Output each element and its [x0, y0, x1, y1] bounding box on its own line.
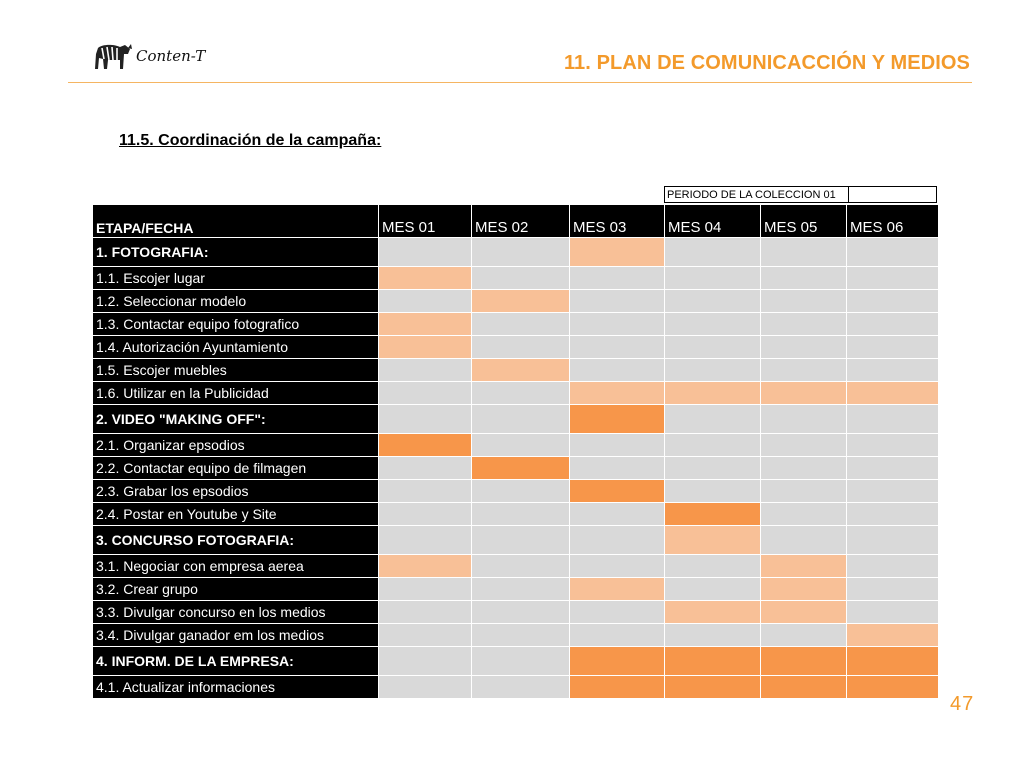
schedule-cell-light — [379, 555, 472, 578]
schedule-cell-none — [847, 336, 939, 359]
schedule-cell-none — [761, 405, 847, 434]
task-label: 1.6. Utilizar en la Publicidad — [93, 382, 379, 405]
schedule-cell-none — [847, 601, 939, 624]
schedule-cell-none — [570, 336, 665, 359]
section-label: 4. INFORM. DE LA EMPRESA: — [93, 647, 379, 676]
task-row — [93, 336, 939, 359]
schedule-cell-none — [847, 359, 939, 382]
schedule-cell-none — [379, 238, 472, 267]
section-row — [93, 405, 939, 434]
schedule-cell-none — [472, 480, 570, 503]
schedule-cell-none — [665, 457, 761, 480]
schedule-cell-strong — [665, 676, 761, 699]
schedule-cell-light — [379, 313, 472, 336]
period-label: PERIODO DE LA COLECCION 01 — [667, 189, 836, 201]
schedule-cell-none — [847, 526, 939, 555]
schedule-cell-light — [847, 382, 939, 405]
schedule-cell-light — [570, 578, 665, 601]
schedule-cell-none — [472, 238, 570, 267]
period-divider — [848, 187, 849, 202]
schedule-cell-strong — [570, 647, 665, 676]
schedule-cell-none — [665, 480, 761, 503]
task-label: 3.1. Negociar con empresa aerea — [93, 555, 379, 578]
task-label: 1.4. Autorización Ayuntamiento — [93, 336, 379, 359]
schedule-cell-light — [761, 578, 847, 601]
schedule-cell-light — [847, 624, 939, 647]
schedule-cell-none — [665, 359, 761, 382]
schedule-cell-none — [472, 601, 570, 624]
schedule-cell-none — [665, 238, 761, 267]
schedule-cell-none — [570, 555, 665, 578]
schedule-cell-none — [665, 313, 761, 336]
schedule-cell-none — [847, 555, 939, 578]
schedule-cell-none — [847, 290, 939, 313]
zebra-icon — [92, 42, 134, 72]
schedule-cell-strong — [847, 647, 939, 676]
task-row — [93, 267, 939, 290]
company-logo — [92, 42, 242, 72]
schedule-cell-none — [570, 457, 665, 480]
header-divider — [68, 82, 972, 83]
schedule-cell-none — [472, 526, 570, 555]
task-row — [93, 457, 939, 480]
task-row — [93, 434, 939, 457]
schedule-cell-none — [379, 359, 472, 382]
stage-column-header: ETAPA/FECHA — [93, 205, 379, 238]
schedule-cell-none — [761, 526, 847, 555]
task-row — [93, 578, 939, 601]
task-label: 1.3. Contactar equipo fotografico — [93, 313, 379, 336]
schedule-cell-strong — [761, 647, 847, 676]
schedule-cell-strong — [570, 405, 665, 434]
schedule-cell-none — [379, 647, 472, 676]
schedule-cell-none — [472, 313, 570, 336]
task-row — [93, 503, 939, 526]
task-label: 1.2. Seleccionar modelo — [93, 290, 379, 313]
schedule-cell-none — [761, 313, 847, 336]
schedule-cell-none — [761, 480, 847, 503]
schedule-cell-none — [472, 405, 570, 434]
page-title: 11. PLAN DE COMUNICACCIÓN Y MEDIOS — [563, 52, 970, 74]
task-label: 2.1. Organizar epsodios — [93, 434, 379, 457]
schedule-cell-none — [665, 434, 761, 457]
schedule-cell-none — [472, 647, 570, 676]
task-row — [93, 359, 939, 382]
schedule-cell-none — [570, 526, 665, 555]
task-label: 1.5. Escojer muebles — [93, 359, 379, 382]
schedule-cell-none — [379, 601, 472, 624]
task-row — [93, 624, 939, 647]
schedule-cell-strong — [472, 457, 570, 480]
schedule-cell-none — [847, 457, 939, 480]
schedule-cell-light — [472, 290, 570, 313]
schedule-cell-none — [665, 405, 761, 434]
task-label: 4.1. Actualizar informaciones — [93, 676, 379, 699]
schedule-cell-none — [570, 601, 665, 624]
task-label: 3.2. Crear grupo — [93, 578, 379, 601]
schedule-cell-none — [847, 267, 939, 290]
section-row — [93, 647, 939, 676]
schedule-cell-none — [847, 238, 939, 267]
table-header-row — [93, 205, 939, 238]
section-row — [93, 526, 939, 555]
month-header: MES 06 — [847, 205, 939, 238]
schedule-cell-none — [761, 238, 847, 267]
schedule-cell-none — [472, 434, 570, 457]
task-label: 2.4. Postar en Youtube y Site — [93, 503, 379, 526]
schedule-cell-none — [847, 313, 939, 336]
month-header: MES 01 — [379, 205, 472, 238]
schedule-cell-light — [665, 382, 761, 405]
schedule-cell-none — [379, 405, 472, 434]
schedule-cell-none — [570, 313, 665, 336]
campaign-gantt-table — [92, 204, 939, 699]
schedule-cell-none — [379, 480, 472, 503]
schedule-cell-none — [570, 434, 665, 457]
schedule-cell-none — [847, 503, 939, 526]
schedule-cell-light — [570, 382, 665, 405]
schedule-cell-none — [665, 624, 761, 647]
schedule-cell-light — [570, 238, 665, 267]
month-header: MES 02 — [472, 205, 570, 238]
task-label: 2.2. Contactar equipo de filmagen — [93, 457, 379, 480]
schedule-cell-none — [379, 457, 472, 480]
schedule-cell-strong — [570, 676, 665, 699]
schedule-cell-none — [847, 405, 939, 434]
task-label: 2.3. Grabar los epsodios — [93, 480, 379, 503]
schedule-cell-none — [761, 457, 847, 480]
schedule-cell-none — [761, 503, 847, 526]
schedule-cell-none — [379, 526, 472, 555]
schedule-cell-none — [379, 382, 472, 405]
schedule-cell-none — [570, 359, 665, 382]
task-row — [93, 290, 939, 313]
schedule-cell-none — [379, 290, 472, 313]
schedule-cell-none — [665, 267, 761, 290]
schedule-cell-strong — [570, 480, 665, 503]
task-label: 3.4. Divulgar ganador em los medios — [93, 624, 379, 647]
task-row — [93, 382, 939, 405]
schedule-cell-light — [665, 526, 761, 555]
schedule-cell-none — [472, 382, 570, 405]
task-row — [93, 480, 939, 503]
task-row — [93, 601, 939, 624]
schedule-cell-strong — [379, 434, 472, 457]
schedule-cell-none — [570, 503, 665, 526]
schedule-cell-none — [847, 434, 939, 457]
schedule-cell-none — [379, 578, 472, 601]
schedule-cell-none — [761, 290, 847, 313]
schedule-cell-strong — [761, 676, 847, 699]
period-label-box — [664, 186, 937, 203]
section-heading: 11.5. Coordinación de la campaña: — [119, 132, 382, 149]
schedule-cell-none — [472, 555, 570, 578]
section-label: 1. FOTOGRAFIA: — [93, 238, 379, 267]
schedule-cell-none — [761, 359, 847, 382]
schedule-cell-none — [472, 267, 570, 290]
schedule-cell-none — [570, 624, 665, 647]
schedule-cell-strong — [665, 503, 761, 526]
schedule-cell-none — [761, 624, 847, 647]
schedule-cell-light — [761, 382, 847, 405]
schedule-cell-none — [379, 624, 472, 647]
schedule-cell-none — [379, 676, 472, 699]
task-row — [93, 313, 939, 336]
task-row — [93, 555, 939, 578]
section-row — [93, 238, 939, 267]
schedule-cell-light — [665, 601, 761, 624]
schedule-cell-none — [761, 267, 847, 290]
schedule-cell-none — [665, 578, 761, 601]
section-label: 3. CONCURSO FOTOGRAFIA: — [93, 526, 379, 555]
schedule-cell-none — [847, 480, 939, 503]
schedule-cell-light — [761, 555, 847, 578]
task-label: 3.3. Divulgar concurso en los medios — [93, 601, 379, 624]
schedule-cell-none — [472, 336, 570, 359]
schedule-cell-none — [570, 267, 665, 290]
schedule-cell-none — [761, 434, 847, 457]
schedule-cell-strong — [665, 647, 761, 676]
section-label: 2. VIDEO "MAKING OFF": — [93, 405, 379, 434]
schedule-cell-light — [379, 267, 472, 290]
month-header: MES 04 — [665, 205, 761, 238]
schedule-cell-strong — [847, 676, 939, 699]
schedule-cell-none — [379, 503, 472, 526]
schedule-cell-light — [379, 336, 472, 359]
schedule-cell-none — [472, 624, 570, 647]
schedule-cell-none — [665, 290, 761, 313]
schedule-cell-none — [472, 578, 570, 601]
schedule-cell-none — [570, 290, 665, 313]
logo-text: Conten-T — [136, 47, 206, 65]
schedule-cell-none — [472, 676, 570, 699]
schedule-cell-none — [665, 336, 761, 359]
month-header: MES 03 — [570, 205, 665, 238]
schedule-cell-light — [472, 359, 570, 382]
schedule-cell-light — [761, 601, 847, 624]
task-label: 1.1. Escojer lugar — [93, 267, 379, 290]
month-header: MES 05 — [761, 205, 847, 238]
schedule-cell-none — [761, 336, 847, 359]
page-number: 47 — [950, 693, 975, 715]
schedule-cell-none — [665, 555, 761, 578]
task-row — [93, 676, 939, 699]
schedule-cell-none — [847, 578, 939, 601]
schedule-cell-none — [472, 503, 570, 526]
